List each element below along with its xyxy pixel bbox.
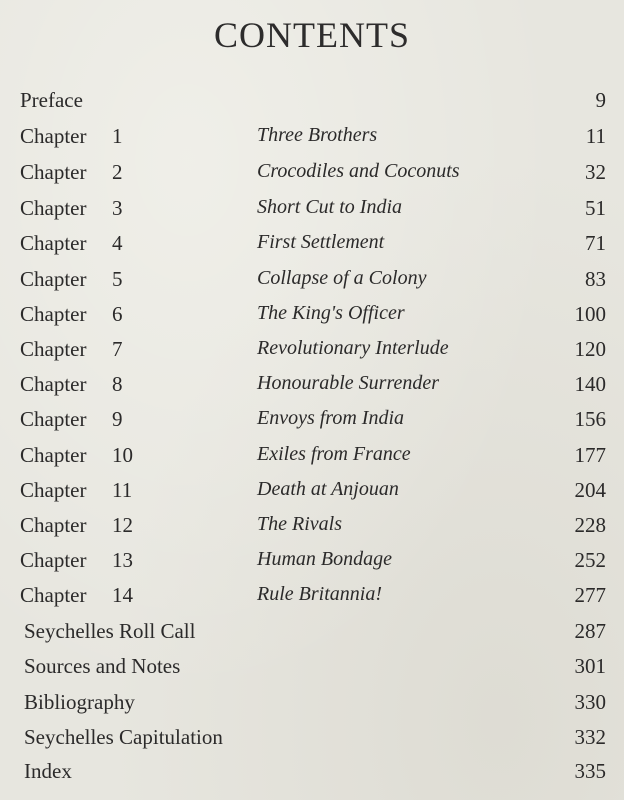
entry-label: Chapter bbox=[20, 337, 87, 361]
page-number: 83 bbox=[585, 267, 606, 291]
toc-row bbox=[0, 124, 624, 154]
chapter-number: 6 bbox=[112, 302, 123, 326]
page-number: 252 bbox=[574, 548, 606, 572]
entry-label: Index bbox=[24, 759, 72, 783]
page-number: 11 bbox=[585, 124, 606, 148]
chapter-title: Short Cut to India bbox=[257, 196, 403, 218]
page-number: 9 bbox=[595, 88, 606, 112]
chapter-number: 5 bbox=[112, 267, 123, 291]
entry-label: Chapter bbox=[20, 583, 87, 607]
toc-row bbox=[0, 337, 624, 367]
page-number: 120 bbox=[574, 337, 606, 361]
page-number: 177 bbox=[574, 443, 606, 467]
entry-label: Seychelles Roll Call bbox=[24, 619, 196, 643]
chapter-number: 9 bbox=[112, 407, 123, 431]
chapter-number: 14 bbox=[112, 583, 133, 607]
entry-label: Chapter bbox=[20, 548, 87, 572]
toc-row bbox=[0, 407, 624, 437]
page-number: 287 bbox=[574, 619, 606, 643]
page-number: 332 bbox=[574, 725, 606, 749]
chapter-number: 8 bbox=[112, 372, 123, 396]
page-number: 51 bbox=[585, 196, 606, 220]
entry-label: Chapter bbox=[20, 231, 87, 255]
chapter-title: The King's Officer bbox=[257, 302, 405, 324]
toc-row bbox=[0, 583, 624, 613]
chapter-number: 2 bbox=[112, 160, 123, 184]
entry-label: Chapter bbox=[20, 513, 87, 537]
toc-row bbox=[0, 619, 624, 649]
chapter-title: First Settlement bbox=[257, 231, 385, 253]
toc-row bbox=[0, 302, 624, 332]
page-number: 330 bbox=[574, 690, 606, 714]
chapter-number: 1 bbox=[112, 124, 123, 148]
chapter-title: Death at Anjouan bbox=[257, 478, 399, 500]
entry-label: Chapter bbox=[20, 372, 87, 396]
chapter-title: Crocodiles and Coconuts bbox=[257, 160, 460, 182]
chapter-number: 12 bbox=[112, 513, 133, 537]
chapter-number: 4 bbox=[112, 231, 123, 255]
toc-row bbox=[0, 88, 624, 118]
chapter-title: Rule Britannia! bbox=[257, 583, 382, 605]
entry-label: Chapter bbox=[20, 196, 87, 220]
entry-label: Chapter bbox=[20, 267, 87, 291]
toc-row bbox=[0, 513, 624, 543]
page-number: 100 bbox=[574, 302, 606, 326]
chapter-number: 13 bbox=[112, 548, 133, 572]
chapter-number: 11 bbox=[112, 478, 133, 502]
entry-label: Preface bbox=[20, 88, 83, 112]
chapter-number: 3 bbox=[112, 196, 123, 220]
entry-label: Chapter bbox=[20, 478, 87, 502]
toc-row bbox=[0, 478, 624, 508]
chapter-title: Envoys from India bbox=[257, 407, 405, 429]
chapter-title: Collapse of a Colony bbox=[257, 267, 427, 289]
toc-row bbox=[0, 548, 624, 578]
chapter-number: 10 bbox=[112, 443, 133, 467]
toc-row bbox=[0, 196, 624, 226]
page-number: 277 bbox=[574, 583, 606, 607]
chapter-title: Human Bondage bbox=[257, 548, 392, 570]
page-title: CONTENTS bbox=[214, 15, 410, 55]
page-number: 32 bbox=[585, 160, 606, 184]
toc-row bbox=[0, 231, 624, 261]
toc-row bbox=[0, 654, 624, 684]
page-number: 156 bbox=[574, 407, 606, 431]
entry-label: Chapter bbox=[20, 124, 87, 148]
entry-label: Seychelles Capitulation bbox=[24, 725, 223, 749]
toc-row bbox=[0, 759, 624, 789]
toc-row bbox=[0, 372, 624, 402]
chapter-title: Revolutionary Interlude bbox=[257, 337, 449, 359]
entry-label: Bibliography bbox=[24, 690, 135, 714]
page-number: 140 bbox=[574, 372, 606, 396]
page-number: 335 bbox=[574, 759, 606, 783]
toc-row bbox=[0, 160, 624, 190]
toc-row bbox=[0, 690, 624, 720]
page-number: 204 bbox=[574, 478, 606, 502]
entry-label: Chapter bbox=[20, 443, 87, 467]
entry-label: Sources and Notes bbox=[24, 654, 181, 678]
entry-label: Chapter bbox=[20, 407, 87, 431]
chapter-number: 7 bbox=[112, 337, 123, 361]
page-number: 71 bbox=[585, 231, 606, 255]
entry-label: Chapter bbox=[20, 302, 87, 326]
chapter-title: Three Brothers bbox=[257, 124, 378, 146]
toc-row bbox=[0, 267, 624, 297]
entry-label: Chapter bbox=[20, 160, 87, 184]
toc-row bbox=[0, 443, 624, 473]
page-number: 301 bbox=[574, 654, 606, 678]
chapter-title: Honourable Surrender bbox=[257, 372, 440, 394]
toc-row bbox=[0, 725, 624, 755]
page-number: 228 bbox=[574, 513, 606, 537]
chapter-title: Exiles from France bbox=[257, 443, 411, 465]
chapter-title: The Rivals bbox=[257, 513, 342, 535]
